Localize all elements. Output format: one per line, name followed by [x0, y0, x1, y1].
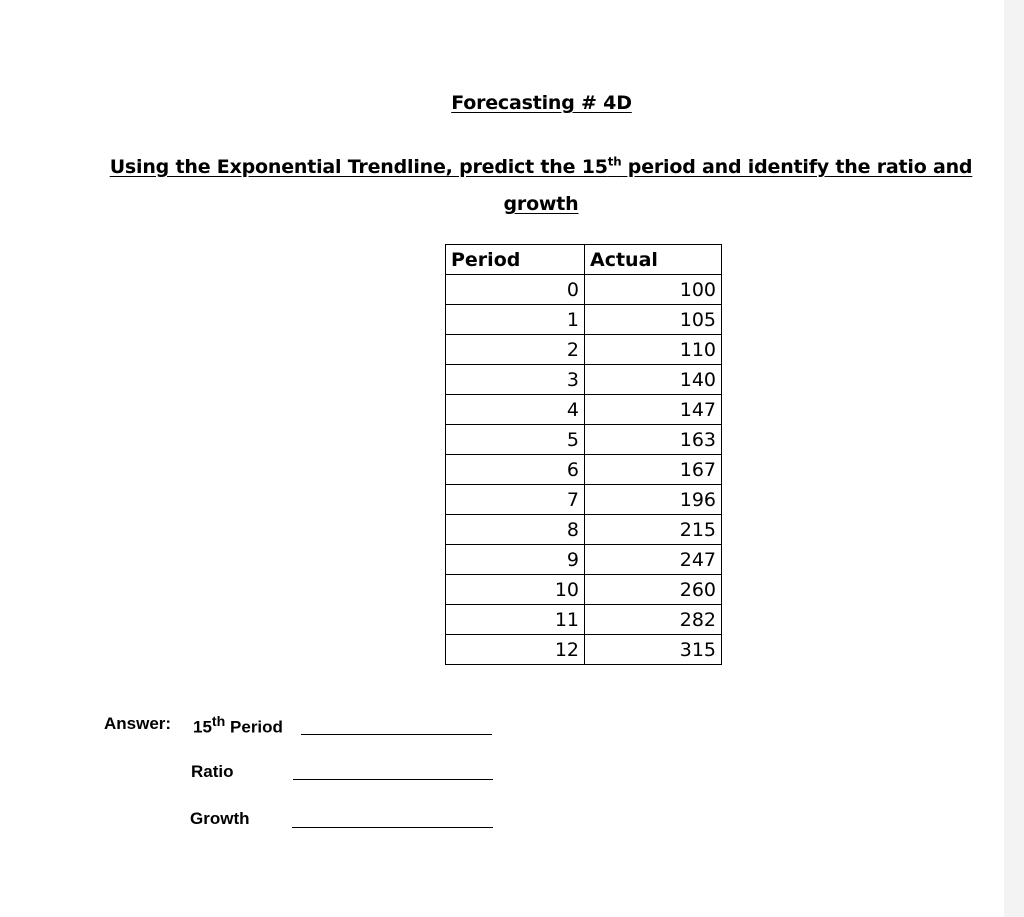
actual-cell: 215 — [585, 515, 722, 545]
actual-cell: 110 — [585, 335, 722, 365]
actual-cell: 163 — [585, 425, 722, 455]
period-cell: 5 — [446, 425, 585, 455]
table-row — [446, 365, 722, 395]
page-title: Forecasting # 4D — [451, 92, 632, 114]
actual-cell: 247 — [585, 545, 722, 575]
table-row — [446, 515, 722, 545]
period-cell: 3 — [446, 365, 585, 395]
answer-label: Answer: — [104, 714, 172, 733]
period-cell: 7 — [446, 485, 585, 515]
answer-period-word: Period — [225, 717, 283, 737]
table-row — [446, 275, 722, 305]
period-cell: 9 — [446, 545, 585, 575]
table-row — [446, 605, 722, 635]
instructions — [100, 149, 982, 223]
instructions-text-start: Using the Exponential Trendline, predict the 15 — [109, 156, 608, 178]
answer-period-label — [193, 714, 283, 738]
table-row — [446, 455, 722, 485]
period-cell: 8 — [446, 515, 585, 545]
ratio-answer-blank[interactable] — [293, 779, 493, 780]
table-row — [446, 575, 722, 605]
actual-cell: 282 — [585, 605, 722, 635]
table-header-row — [446, 245, 722, 275]
table-row — [446, 485, 722, 515]
actual-cell: 260 — [585, 575, 722, 605]
table-row — [446, 425, 722, 455]
actual-cell: 100 — [585, 275, 722, 305]
period-cell: 0 — [446, 275, 585, 305]
data-table — [445, 244, 722, 665]
table-row — [446, 545, 722, 575]
period-cell: 12 — [446, 635, 585, 665]
answer-period-number: 15 — [193, 717, 212, 737]
actual-cell: 196 — [585, 485, 722, 515]
period-cell: 2 — [446, 335, 585, 365]
ratio-label: Ratio — [191, 762, 234, 781]
table-row — [446, 335, 722, 365]
table-row — [446, 635, 722, 665]
actual-cell: 147 — [585, 395, 722, 425]
period-cell: 6 — [446, 455, 585, 485]
table-body — [446, 275, 722, 665]
table-row — [446, 305, 722, 335]
period-cell: 4 — [446, 395, 585, 425]
table-row — [446, 395, 722, 425]
growth-answer-blank[interactable] — [292, 827, 493, 828]
actual-cell: 140 — [585, 365, 722, 395]
growth-label: Growth — [190, 809, 250, 828]
answer-period-superscript: th — [211, 714, 226, 730]
actual-cell: 105 — [585, 305, 722, 335]
header-actual: Actual — [585, 245, 722, 275]
actual-cell: 167 — [585, 455, 722, 485]
actual-cell: 315 — [585, 635, 722, 665]
period-cell: 11 — [446, 605, 585, 635]
header-period: Period — [446, 245, 585, 275]
instructions-text-end: period and identify the ratio and growth — [503, 156, 973, 215]
period-answer-blank[interactable] — [301, 734, 492, 735]
period-cell: 10 — [446, 575, 585, 605]
instructions-superscript: th — [607, 154, 622, 169]
period-cell: 1 — [446, 305, 585, 335]
page-edge-strip — [1004, 0, 1024, 917]
